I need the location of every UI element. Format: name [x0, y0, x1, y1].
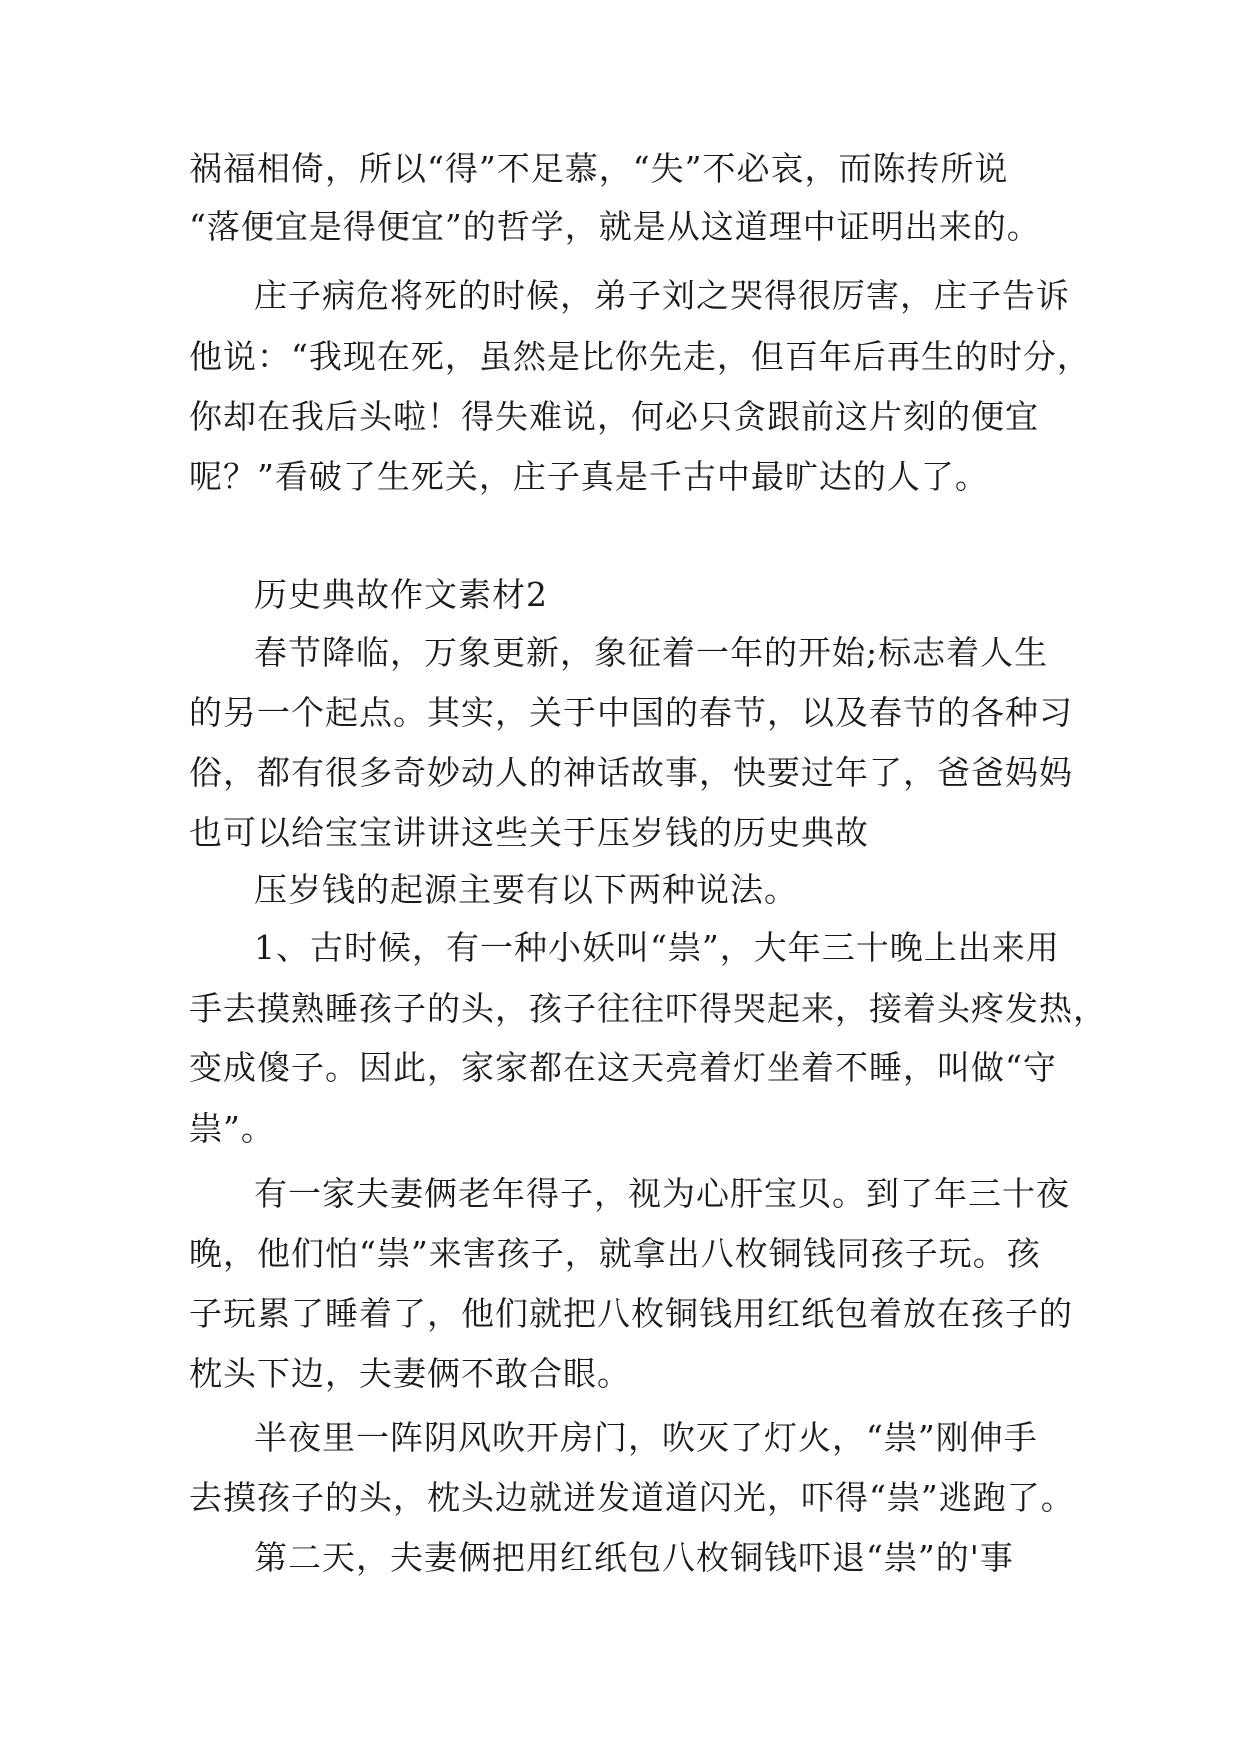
text-line-3: 庄子病危将死的时候，弟子刘之哭得很厉害，庄子告诉: [254, 276, 1070, 315]
text-line-14: 手去摸熟睡孩子的头，孩子往往吓得哭起来，接着头疼发热，: [189, 989, 1107, 1028]
text-line-21: 半夜里一阵阴风吹开房门，吹灭了灯火，“祟”刚伸手: [254, 1418, 1038, 1457]
text-line-23: 第二天，夫妻俩把用红纸包八枚铜钱吓退“祟”的'事: [254, 1538, 1014, 1577]
text-line-17: 有一家夫妻俩老年得子，视为心肝宝贝。到了年三十夜: [254, 1174, 1070, 1213]
text-line-22: 去摸孩子的头，枕头边就迸发道道闪光，吓得“祟”逃跑了。: [189, 1478, 1075, 1517]
text-line-1: 祸福相倚，所以“得”不足慕，“失”不必哀，而陈抟所说: [189, 149, 1009, 188]
text-line-4: 他说：“我现在死，虽然是比你先走，但百年后再生的时分，: [189, 337, 1091, 376]
text-line-19: 子玩累了睡着了，他们就把八枚铜钱用红纸包着放在孩子的: [189, 1294, 1073, 1333]
text-line-5: 你却在我后头啦！得失难说，何必只贪跟前这片刻的便宜: [189, 397, 1039, 436]
text-line-12: 压岁钱的起源主要有以下两种说法。: [254, 870, 798, 909]
text-line-16: 祟”。: [189, 1109, 275, 1148]
text-line-20: 枕头下边，夫妻俩不敢合眼。: [189, 1354, 631, 1393]
text-line-8: 春节降临，万象更新，象征着一年的开始;标志着人生: [254, 633, 1049, 672]
text-line-6: 呢？”看破了生死关，庄子真是千古中最旷达的人了。: [189, 457, 989, 496]
text-line-2: “落便宜是得便宜”的哲学，就是从这道理中证明出来的。: [189, 207, 1041, 246]
section-heading: 历史典故作文素材2: [254, 575, 548, 614]
text-line-10: 俗，都有很多奇妙动人的神话故事，快要过年了，爸爸妈妈: [189, 753, 1073, 792]
text-line-9: 的另一个起点。其实，关于中国的春节，以及春节的各种习: [189, 693, 1073, 732]
text-line-15: 变成傻子。因此，家家都在这天亮着灯坐着不睡，叫做“守: [189, 1048, 1057, 1087]
text-line-11: 也可以给宝宝讲讲这些关于压岁钱的历史典故: [189, 813, 869, 852]
text-line-13: 1、古时候，有一种小妖叫“祟”，大年三十晚上出来用: [254, 928, 1060, 967]
text-line-18: 晚，他们怕“祟”来害孩子，就拿出八枚铜钱同孩子玩。孩: [189, 1234, 1041, 1273]
